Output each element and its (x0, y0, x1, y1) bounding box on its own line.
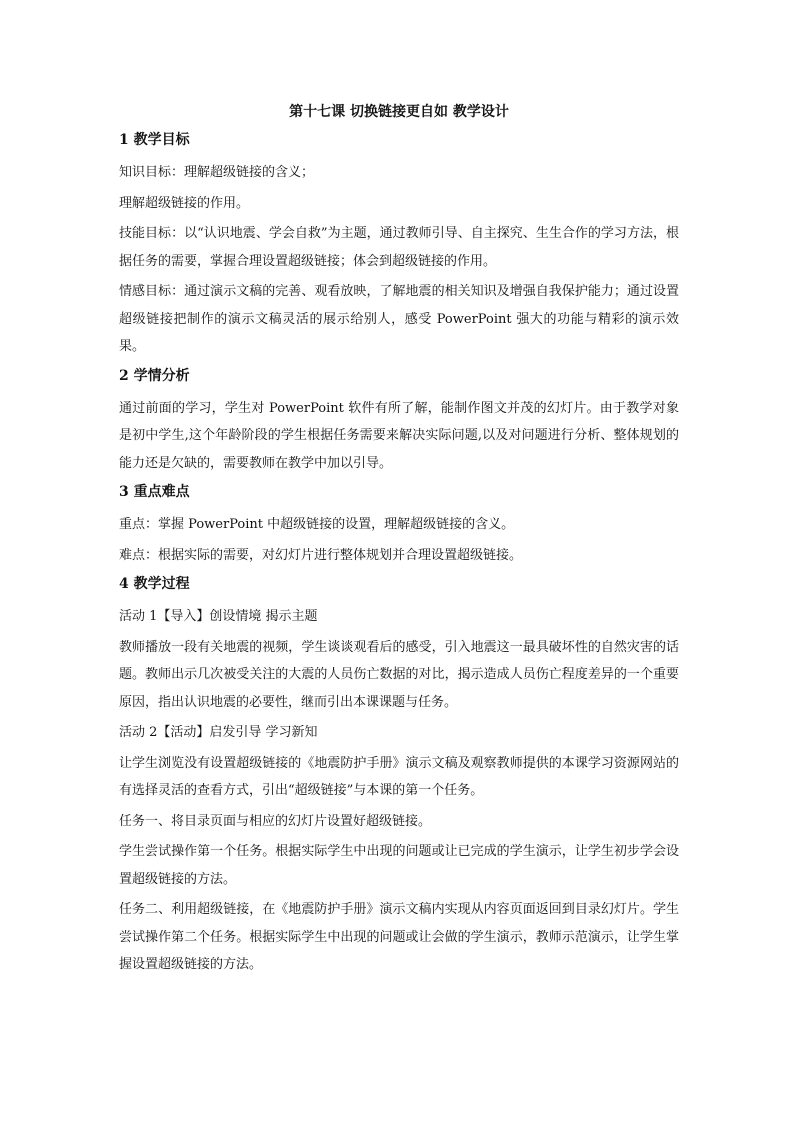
paragraph: 教师播放一段有关地震的视频，学生谈谈观看后的感受，引入地震这一最具破坏性的自然灾害的话题。教师出示几次被受关注的大震的人员伤亡数据的对比，揭示造成人员伤亡程度差异的一个重要原因，指出认识地震的必要性，继而引出本课课题与任务。 (119, 639, 679, 710)
section-key-points (119, 481, 679, 569)
paragraph: 通过前面的学习，学生对 PowerPoint 软件有所了解，能制作图文并茂的幻灯片。由于教学对象是初中学生,这个年龄阶段的学生根据任务需要来解决实际问题,以及对问题进行分析、整体规划的能力还是欠缺的，需要教师在教学中加以引导。 (119, 400, 679, 471)
section-analysis (119, 365, 679, 478)
paragraph: 知识目标：理解超级链接的含义； (119, 165, 315, 180)
document-body (119, 101, 679, 982)
paragraph: 难点：根据实际的需要，对幻灯片进行整体规划并合理设置超级链接。 (119, 547, 523, 563)
section-heading: 3 重点难点 (119, 484, 190, 500)
paragraph: 学生尝试操作第一个任务。根据实际学生中出现的问题或让已完成的学生演示，让学生初步学会设置超级链接的方法。 (119, 844, 679, 887)
activity-heading: 活动 1【导入】创设情境 揭示主题 (119, 609, 318, 624)
document-title: 第十七课 切换链接更自如 教学设计 (289, 104, 509, 120)
section-objectives (119, 129, 679, 361)
paragraph: 理解超级链接的作用。 (119, 195, 250, 211)
paragraph: 任务二、利用超级链接，在《地震防护手册》演示文稿内实现从内容页面返回到目录幻灯片。学生尝试操作第二个任务。根据实际学生中出现的问题或让会做的学生演示，教师示范演示，让学生掌握设置超级链接的方法。 (119, 902, 679, 972)
paragraph: 情感目标：通过演示文稿的完善、观看放映，了解地震的相关知识及增强自我保护能力；通过设置超级链接把制作的演示文稿灵活的展示给别人，感受 PowerPoint 强大的功能与精彩的演示效果。 (119, 284, 679, 354)
paragraph: 重点：掌握 PowerPoint 中超级链接的设置，理解超级链接的含义。 (119, 517, 515, 532)
section-heading: 1 教学目标 (119, 132, 190, 148)
section-heading: 4 教学过程 (119, 576, 190, 592)
section-heading: 2 学情分析 (119, 367, 190, 384)
paragraph: 任务一、将目录页面与相应的幻灯片设置好超级链接。 (119, 813, 432, 829)
paragraph: 技能目标：以“认识地震、学会自救”为主题，通过教师引导、自主探究、生生合作的学习方法，根据任务的需要，掌握合理设置超级链接；体会到超级链接的作用。 (119, 226, 679, 269)
activity-heading: 活动 2【活动】启发引导 学习新知 (119, 725, 318, 740)
paragraph: 让学生浏览没有设置超级链接的《地震防护手册》演示文稿及观察教师提供的本课学习资源网站的有选择灵活的查看方式，引出“超级链接”与本课的第一个任务。 (119, 755, 679, 798)
section-process (119, 573, 679, 979)
